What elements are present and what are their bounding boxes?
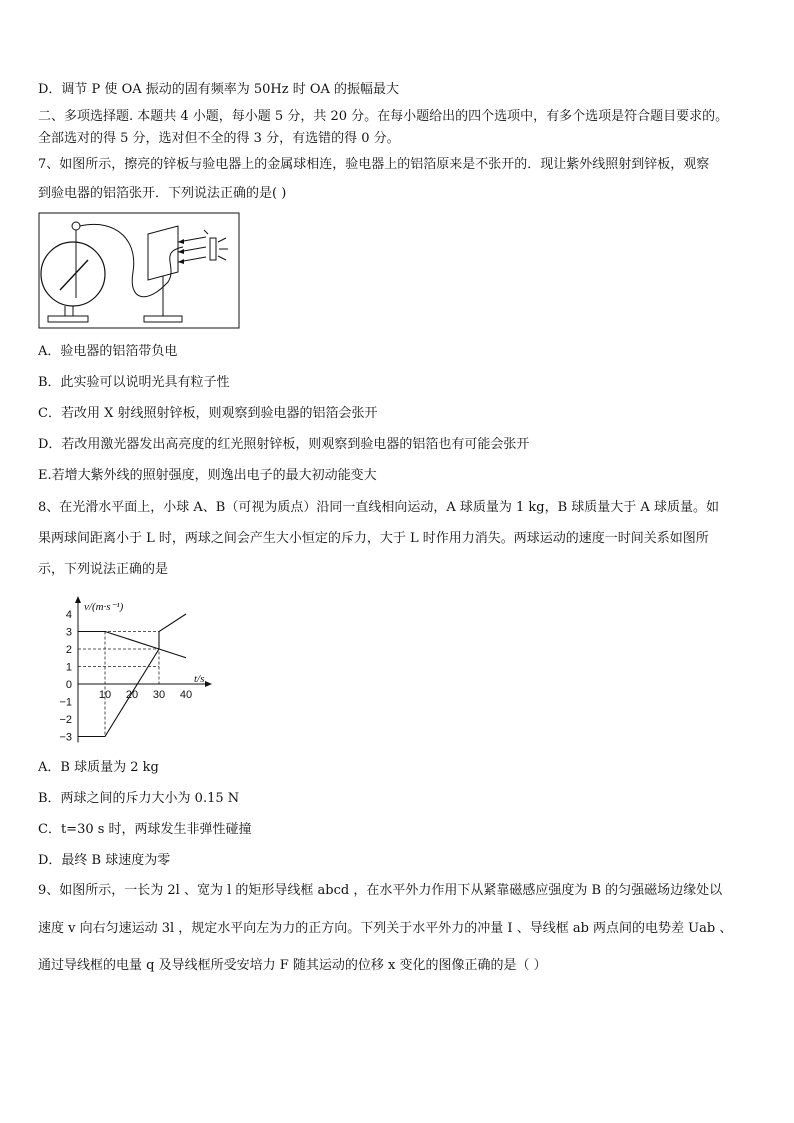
question-7-stem-line-2: 到验电器的铝箔张开．下列说法正确的是( ) [38, 186, 287, 201]
q7-option-b: B．此实验可以说明光具有粒子性 [38, 375, 230, 390]
y-tick-label: −1 [59, 696, 72, 709]
question-9-stem-line-3: 通过导线框的电量 q 及导线框所受安培力 F 随其运动的位移 x 变化的图像正确的是（ ） [38, 958, 547, 973]
x-tick-label: 10 [98, 689, 112, 701]
q7-option-e: E.若增大紫外线的照射强度，则逸出电子的最大初动能变大 [38, 468, 377, 483]
y-axis-label: v/(m·s⁻¹) [84, 601, 124, 613]
y-tick-label: −3 [59, 731, 72, 744]
q8-option-a: A．B 球质量为 2 kg [38, 760, 159, 775]
question-9-stem-line-2: 速度 v 向右匀速运动 3l ，规定水平向左为力的正方向。下列关于水平外力的冲量 I 、导线框 ab 两点间的电势差 Uab 、 [38, 921, 733, 936]
option-d-q6: D．调节 P 使 OA 振动的固有频率为 50Hz 时 OA 的振幅最大 [38, 82, 400, 97]
y-tick-label: 2 [65, 644, 72, 656]
y-tick-label: 0 [65, 679, 72, 691]
x-axis-label: t/s [194, 673, 205, 685]
velocity-time-chart [38, 592, 218, 750]
section-heading-multiple-choice: 二、多项选择题. 本题共 4 小题，每小题 5 分，共 20 分。在每小题给出的四个选项中，有多个选项是符合题目要求的。 [38, 109, 729, 124]
question-8-stem-line-2: 果两球间距离小于 L 时，两球之间会产生大小恒定的斥力，大于 L 时作用力消失。两球运动的速度一时间关系如图所 [38, 531, 709, 546]
question-8-stem-line-3: 示，下列说法正确的是 [38, 562, 169, 577]
x-tick-label: 20 [125, 689, 139, 701]
question-7-stem-line-1: 7、如图所示，擦亮的锌板与验电器上的金属球相连，验电器上的铝箔原来是不张开的．现让紫外线照射到锌板，观察 [38, 157, 710, 172]
q8-option-c: C．t=30 s 时，两球发生非弹性碰撞 [38, 822, 252, 837]
series-line-0 [78, 632, 186, 658]
q7-option-d: D．若改用激光器发出高亮度的红光照射锌板，则观察到验电器的铝箔也有可能会张开 [38, 437, 530, 452]
q7-option-a: A．验电器的铝箔带负电 [38, 344, 178, 359]
y-tick-label: 1 [65, 661, 72, 674]
y-tick-label: 4 [65, 609, 72, 621]
q8-option-d: D．最终 B 球速度为零 [38, 853, 171, 868]
question-9-stem-line-1: 9、如图所示，一长为 2l 、宽为 l 的矩形导线框 abcd ，在水平外力作用下从紧靠磁感应强度为 B 的匀强磁场边缘处以 [38, 883, 723, 898]
q7-option-c: C．若改用 X 射线照射锌板，则观察到验电器的铝箔会张开 [38, 406, 378, 421]
y-tick-label: −2 [59, 714, 72, 726]
electroscope-figure [38, 212, 243, 332]
y-tick-label: 3 [65, 626, 72, 639]
series-line-1 [78, 614, 186, 737]
y-axis-arrow [75, 596, 81, 603]
x-tick-label: 40 [179, 689, 193, 701]
x-tick-label: 30 [152, 689, 166, 701]
x-axis-arrow [205, 681, 212, 687]
q8-option-b: B．两球之间的斥力大小为 0.15 N [38, 791, 240, 806]
section-scoring-rule: 全部选对的得 5 分，选对但不全的得 3 分，有选错的得 0 分。 [38, 131, 400, 146]
question-8-stem-line-1: 8、在光滑水平面上，小球 A、B（可视为质点）沿同一直线相向运动，A 球质量为 1 kg，B 球质量大于 A 球质量。如 [38, 500, 719, 515]
